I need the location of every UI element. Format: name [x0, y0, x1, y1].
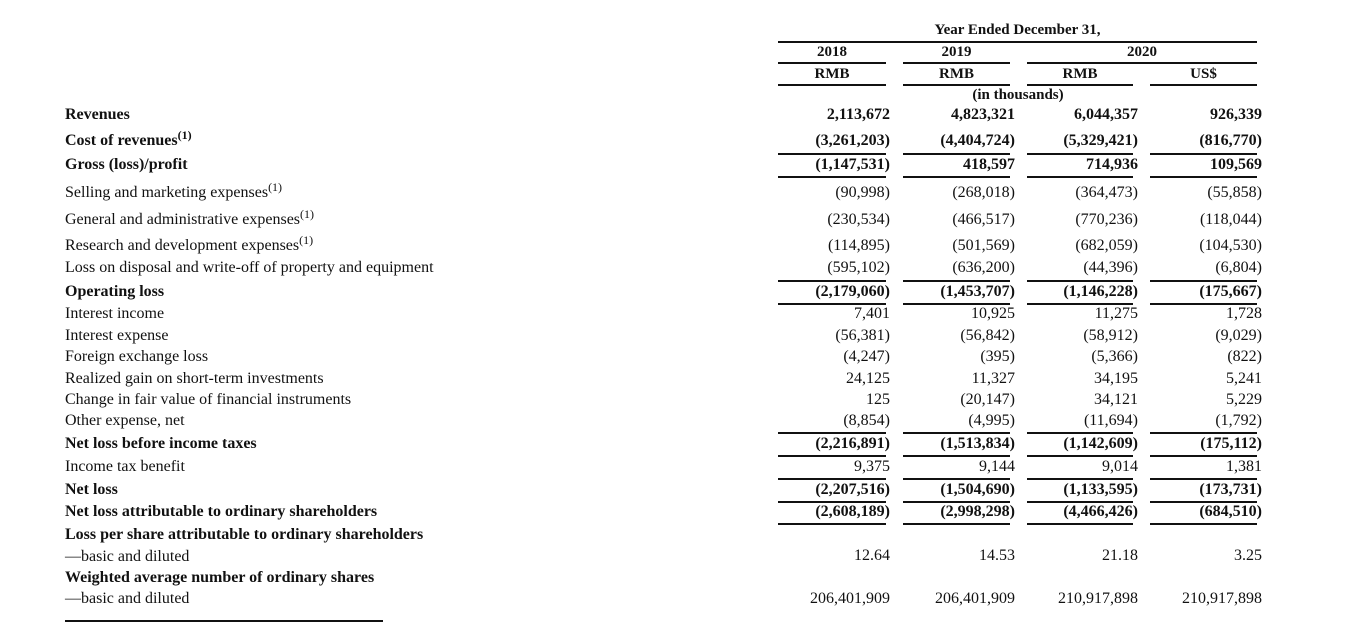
- row-value: (4,247): [843, 348, 890, 365]
- row-value: 1,381: [1226, 458, 1262, 475]
- year-rule: [1027, 62, 1257, 64]
- subtotal-rule: [778, 176, 886, 178]
- row-value: 14.53: [979, 547, 1015, 564]
- row-value: (3,261,203): [815, 132, 890, 149]
- row-value: 9,375: [854, 458, 890, 475]
- row-value: (1,142,609): [1063, 435, 1138, 452]
- subtotal-rule: [1150, 523, 1257, 525]
- row-value: (5,329,421): [1063, 132, 1138, 149]
- row-label: [65, 457, 185, 477]
- row-value: (104,530): [1199, 237, 1262, 254]
- year-2019: 2019: [941, 44, 972, 60]
- row-label: [65, 411, 185, 431]
- row-value: (595,102): [827, 259, 890, 276]
- row-label-text: Interest income: [65, 305, 165, 322]
- currency-rule: [1150, 84, 1257, 86]
- footnote-marker: (1): [268, 180, 283, 194]
- row-value: (364,473): [1075, 184, 1138, 201]
- row-value: (173,731): [1199, 481, 1262, 498]
- row-value: (56,842): [960, 327, 1015, 344]
- year-2020: 2020: [1127, 44, 1157, 60]
- footnote-marker: (1): [299, 233, 314, 247]
- row-label-text: Net loss: [65, 481, 118, 498]
- row-label: [65, 502, 377, 522]
- row-label-text: Operating loss: [65, 283, 165, 300]
- row-value: (1,147,531): [815, 156, 890, 173]
- row-value: 418,597: [963, 156, 1015, 173]
- row-value: 12.64: [854, 547, 890, 564]
- row-value: (682,059): [1075, 237, 1138, 254]
- row-value: (58,912): [1083, 327, 1138, 344]
- period-title: Year Ended December 31,: [934, 22, 1101, 38]
- subtotal-rule: [1150, 176, 1257, 178]
- row-label-text: Foreign exchange loss: [65, 348, 209, 365]
- row-label: [65, 304, 164, 324]
- currency-2018: RMB: [814, 66, 850, 82]
- row-label-text: Cost of revenues: [65, 132, 178, 149]
- row-label-text: General and administrative expenses: [65, 211, 301, 228]
- row-value: (822): [1227, 348, 1262, 365]
- row-label-text: Net loss attributable to ordinary shareholders: [65, 503, 378, 520]
- subtotal-rule: [1027, 523, 1133, 525]
- row-value: 2,113,672: [826, 106, 890, 123]
- row-value: 11,275: [1094, 305, 1138, 322]
- row-label: [65, 369, 324, 389]
- row-value: 34,195: [1094, 370, 1138, 387]
- row-label: [65, 326, 169, 346]
- row-label-text: Selling and marketing expenses: [65, 184, 269, 201]
- subtotal-rule: [778, 523, 886, 525]
- row-value: (4,466,426): [1063, 503, 1138, 520]
- row-value: (9,029): [1215, 327, 1262, 344]
- row-value: (268,018): [952, 184, 1015, 201]
- row-value: 5,241: [1226, 370, 1262, 387]
- row-label: [65, 282, 164, 302]
- row-value: (55,858): [1207, 184, 1262, 201]
- row-label: [65, 180, 283, 203]
- row-value: (4,995): [968, 412, 1015, 429]
- row-value: (2,216,891): [815, 435, 890, 452]
- row-value: 714,936: [1086, 156, 1138, 173]
- row-value: (1,513,834): [940, 435, 1015, 452]
- row-value: (44,396): [1083, 259, 1138, 276]
- row-value: (1,792): [1215, 412, 1262, 429]
- row-value: (1,504,690): [940, 481, 1015, 498]
- row-label: [65, 589, 189, 609]
- row-label-text: Loss per share attributable to ordinary shareholders: [65, 526, 424, 543]
- subtotal-rule: [903, 523, 1010, 525]
- subtotal-rule: [903, 176, 1010, 178]
- row-value: (56,381): [835, 327, 890, 344]
- row-value: 926,339: [1210, 106, 1262, 123]
- row-label: [65, 105, 130, 125]
- row-label-text: Loss on disposal and write-off of property and equipment: [65, 259, 434, 276]
- row-value: (118,044): [1199, 211, 1262, 228]
- row-label: [65, 480, 118, 500]
- row-value: (770,236): [1075, 211, 1138, 228]
- row-label: [65, 233, 314, 256]
- row-value: (684,510): [1199, 503, 1262, 520]
- row-value: (1,133,595): [1063, 481, 1138, 498]
- row-value: (4,404,724): [940, 132, 1015, 149]
- footnote-marker: (1): [300, 207, 315, 221]
- row-value: (2,207,516): [815, 481, 890, 498]
- unit-note: (in thousands): [972, 87, 1064, 103]
- row-label-text: Realized gain on short-term investments: [65, 370, 324, 387]
- row-value: 10,925: [971, 305, 1015, 322]
- row-label: [65, 434, 257, 454]
- row-value: (2,998,298): [940, 503, 1015, 520]
- currency-2020-rmb: RMB: [1062, 66, 1098, 82]
- year-rule: [778, 62, 886, 64]
- row-label: [65, 568, 374, 588]
- row-label-text: Other expense, net: [65, 412, 185, 429]
- row-label-text: Weighted average number of ordinary shares: [65, 569, 375, 586]
- row-label-text: Research and development expenses: [65, 237, 300, 254]
- row-label: [65, 547, 189, 567]
- currency-rule: [778, 84, 886, 86]
- row-value: 6,044,357: [1074, 106, 1138, 123]
- row-value: 206,401,909: [810, 590, 890, 607]
- row-value: 210,917,898: [1182, 590, 1262, 607]
- row-label-text: Gross (loss)/profit: [65, 156, 188, 173]
- row-value: 1,728: [1226, 305, 1262, 322]
- row-value: 125: [866, 391, 890, 408]
- row-label: [65, 347, 208, 367]
- row-value: 34,121: [1094, 391, 1138, 408]
- row-value: (175,112): [1200, 435, 1262, 452]
- row-label-text: Interest expense: [65, 327, 169, 344]
- row-label-text: Change in fair value of financial instruments: [65, 391, 352, 408]
- row-label: [65, 390, 351, 410]
- row-value: 5,229: [1226, 391, 1262, 408]
- row-value: (1,453,707): [940, 283, 1015, 300]
- row-label-text: Income tax benefit: [65, 458, 185, 475]
- footnote-marker: (1): [177, 128, 192, 142]
- row-label-text: —basic and diluted: [65, 590, 190, 607]
- row-value: 3.25: [1234, 547, 1262, 564]
- row-value: 109,569: [1210, 156, 1262, 173]
- row-value: (5,366): [1091, 348, 1138, 365]
- row-label-text: Revenues: [65, 106, 130, 123]
- row-label: [65, 207, 315, 230]
- row-value: 21.18: [1102, 547, 1138, 564]
- row-value: (466,517): [952, 211, 1015, 228]
- row-value: 206,401,909: [935, 590, 1015, 607]
- row-value: (114,895): [827, 237, 890, 254]
- row-label-text: —basic and diluted: [65, 548, 190, 565]
- currency-2019: RMB: [939, 66, 974, 82]
- row-value: (501,569): [952, 237, 1015, 254]
- row-value: (6,804): [1215, 259, 1262, 276]
- row-label: [65, 525, 423, 545]
- row-value: (1,146,228): [1063, 283, 1138, 300]
- row-value: (90,998): [835, 184, 890, 201]
- currency-2020-usd: US$: [1190, 66, 1217, 82]
- row-label: [65, 128, 192, 151]
- row-value: 7,401: [854, 305, 890, 322]
- row-label: [65, 155, 188, 175]
- row-value: 9,144: [979, 458, 1015, 475]
- row-value: (2,608,189): [815, 503, 890, 520]
- row-label-text: Net loss before income taxes: [65, 435, 257, 452]
- footnote-rule: [65, 620, 383, 622]
- row-value: (11,694): [1083, 412, 1138, 429]
- row-value: 9,014: [1102, 458, 1138, 475]
- row-value: (20,147): [960, 391, 1015, 408]
- row-value: (230,534): [827, 211, 890, 228]
- row-value: 210,917,898: [1058, 590, 1138, 607]
- year-rule: [903, 62, 1010, 64]
- row-value: 11,327: [971, 370, 1015, 387]
- row-value: (636,200): [952, 259, 1015, 276]
- year-2018: 2018: [817, 44, 847, 60]
- row-label: [65, 258, 434, 278]
- row-value: (2,179,060): [815, 283, 890, 300]
- row-value: (395): [980, 348, 1015, 365]
- row-value: (816,770): [1199, 132, 1262, 149]
- subtotal-rule: [1027, 176, 1133, 178]
- row-value: (175,667): [1199, 283, 1262, 300]
- row-value: (8,854): [843, 412, 890, 429]
- row-value: 4,823,321: [951, 106, 1015, 123]
- row-value: 24,125: [846, 370, 890, 387]
